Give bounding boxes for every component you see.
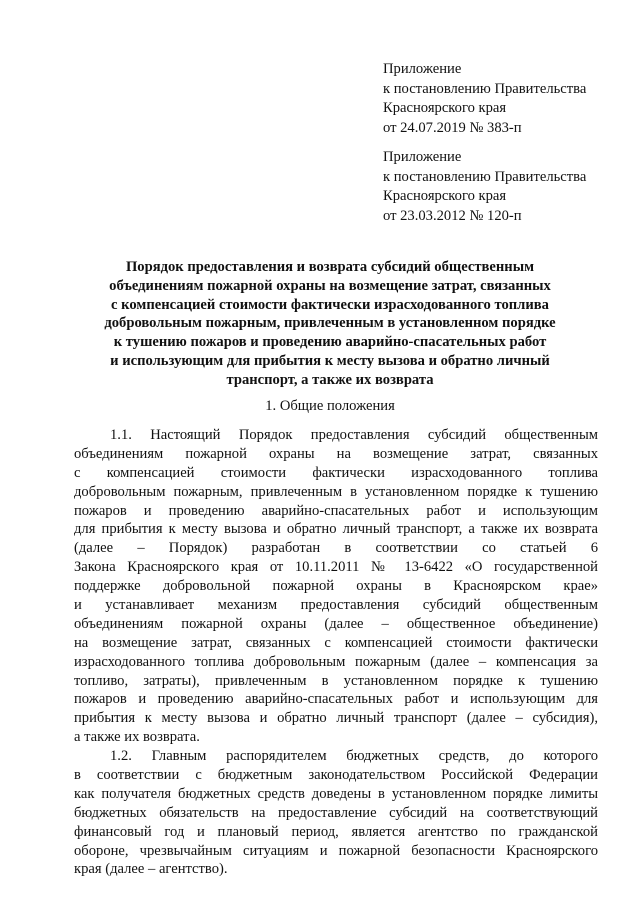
title-line: Порядок предоставления и возврата субсидий общественным (125, 259, 535, 275)
paragraph-1-2 (74, 747, 598, 879)
text-line: края (далее – агентство). (74, 861, 228, 878)
appendix-resolution-ref: к постановлению Правительства (383, 168, 587, 185)
appendix-label: Приложение (383, 61, 462, 77)
text-line: пожаров и проведению аварийно-спасательных работ и использующим для (74, 691, 598, 708)
text-line: 1.2. Главным распорядителем бюджетных средств, до которого (110, 748, 598, 765)
appendix-date-number: от 23.03.2012 № 120-п (383, 207, 522, 224)
appendix-block-original (383, 148, 633, 226)
title-line: объединениям пожарной охраны на возмещение затрат, связанных (109, 277, 551, 294)
title-line: с компенсацией стоимости фактически израсходованного топлива (111, 296, 549, 313)
document-title (60, 258, 600, 390)
text-line: поддержке добровольной пожарной охраны в Красноярском крае» (74, 578, 598, 595)
text-line: а также их возврата. (74, 729, 200, 746)
text-line: на возмещение затрат, связанных с компенсацией стоимости фактически (74, 634, 598, 651)
appendix-date-number: от 24.07.2019 № 383-п (383, 119, 522, 136)
appendix-region: Красноярского края (383, 100, 507, 116)
text-line: как получателя бюджетных средств доведены в установленном порядке лимиты (74, 785, 598, 802)
text-line: Закона Красноярского края от 10.11.2011 № 13-6422 «О государственной (74, 559, 598, 576)
title-line: к тушению пожаров и проведению аварийно-спасательных работ (113, 334, 547, 351)
text-line: объединениям пожарной охраны на возмещение затрат, связанных (74, 445, 598, 462)
text-line: 1.1. Настоящий Порядок предоставления субсидий общественным (110, 427, 598, 443)
appendix-resolution-ref: к постановлению Правительства (383, 80, 587, 97)
document-body (74, 426, 598, 879)
text-line: финансовый год и плановый период, является агентство по гражданской (74, 823, 598, 840)
appendix-region: Красноярского края (383, 188, 507, 204)
text-line: для прибытия к месту вызова и обратно личный транспорт, а также их возврата (74, 521, 598, 538)
appendix-label: Приложение (383, 149, 462, 165)
text-line: бюджетных обязательств на предоставление субсидий на соответствующий (74, 804, 598, 821)
text-line: обороне, чрезвычайным ситуациям и пожарной безопасности Красноярского (74, 842, 598, 859)
text-line: израсходованного топлива добровольным пожарным (далее – компенсация за (74, 653, 598, 670)
text-line: объединениям пожарной охраны (далее – общественное объединение) (74, 615, 598, 632)
text-line: в соответствии с бюджетным законодательством Российской Федерации (74, 767, 598, 784)
title-line: и использующим для прибытия к месту вызова и обратно личный (110, 352, 550, 369)
appendix-block-current (383, 60, 633, 138)
text-line: прибытия к месту вызова и обратно личный транспорт (далее – субсидия), (74, 710, 598, 727)
text-line: пожаров и проведению аварийно-спасательных работ и использующим (74, 502, 598, 519)
text-line: добровольным пожарным, привлеченным в установленном порядке к тушению (74, 483, 598, 500)
section-heading: 1. Общие положения (265, 398, 395, 414)
text-line: и устанавливает механизм предоставления субсидий общественным (74, 597, 598, 614)
title-line: добровольным пожарным, привлеченным в установленном порядке (104, 315, 556, 332)
text-line: (далее – Порядок) разработан в соответствии со статьей 6 (74, 540, 598, 557)
text-line: топливо, затраты), привлеченным в установленном порядке к тушению (74, 672, 598, 689)
title-line: транспорт, а также их возврата (226, 371, 434, 388)
paragraph-1-1 (74, 426, 598, 747)
text-line: с компенсацией стоимости фактически израсходованного топлива (74, 464, 598, 481)
